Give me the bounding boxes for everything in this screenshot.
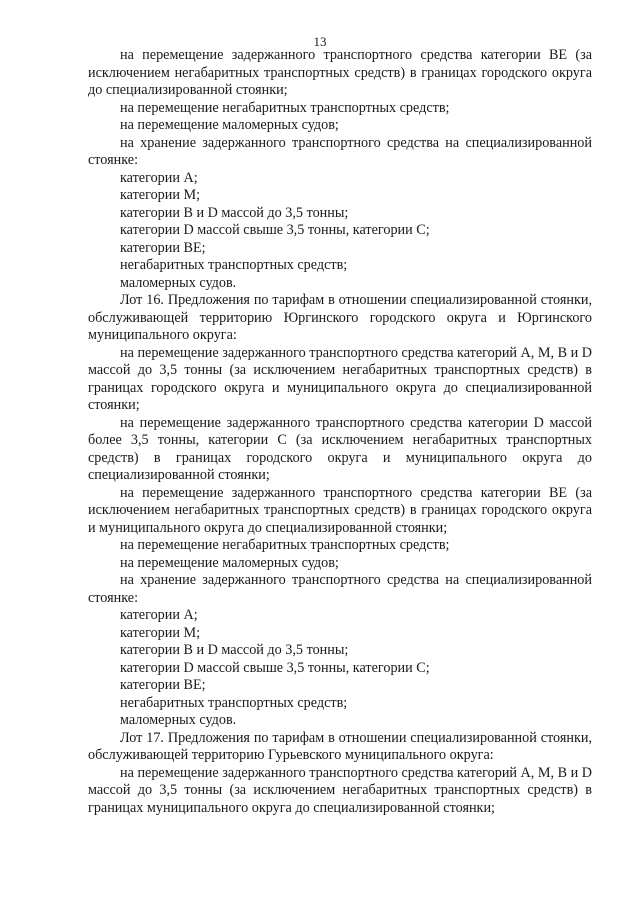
list-item: категории А; [120, 169, 198, 186]
list-item: негабаритных транспортных средств; [120, 694, 348, 711]
list-item: негабаритных транспортных средств; [120, 257, 348, 273]
list-item: категории BE; [120, 239, 206, 256]
paragraph: на перемещение маломерных судов; [120, 554, 339, 571]
list-item: категории D массой свыше 3,5 тонны, категории С; [120, 222, 430, 238]
page-number: 13 [313, 34, 327, 49]
list-item: категории М; [120, 624, 201, 641]
paragraph: на перемещение задержанного транспортного средства категории D массой более 3,5 тонны, категории С (за исключением негабаритных транспортных средств) в границах городского округа и муниципального округа до специализированной стоянки; [88, 414, 592, 483]
lot-heading: Лот 17. Предложения по тарифам в отношении специализированной стоянки, обслуживающей территорию Гурьевского муниципального округа: [88, 729, 592, 763]
list-item: маломерных судов. [120, 712, 237, 728]
paragraph: на перемещение негабаритных транспортных средств; [120, 537, 450, 553]
paragraph: на перемещение маломерных судов; [120, 117, 339, 133]
paragraph: на перемещение негабаритных транспортных средств; [120, 99, 450, 116]
list-item: маломерных судов. [120, 274, 237, 291]
document-body [88, 47, 592, 817]
list-item: категории М; [120, 187, 201, 203]
paragraph: на перемещение задержанного транспортного средства категории BE (за исключением негабаритных транспортных средств) в границах городского округа и муниципального округа до специализированной стоянки; [88, 484, 592, 536]
list-item: категории В и D массой до 3,5 тонны; [120, 204, 349, 221]
list-item: категории BE; [120, 677, 206, 693]
paragraph: на хранение задержанного транспортного средства на специализированной стоянке: [88, 572, 592, 606]
paragraph: на перемещение задержанного транспортного средства категорий А, М, В и D массой до 3,5 тонны (за исключением негабаритных транспортных средств) в границах городского округа и муниципального округа до специализированной стоянки; [88, 344, 592, 413]
paragraph: на хранение задержанного транспортного средства на специализированной стоянке: [88, 134, 592, 168]
list-item: категории А; [120, 607, 198, 623]
paragraph: на перемещение задержанного транспортного средства категорий А, М, В и D массой до 3,5 тонны (за исключением негабаритных транспортных средств) в границах муниципального округа до специализированной стоянки; [88, 764, 592, 816]
lot-heading: Лот 16. Предложения по тарифам в отношении специализированной стоянки, обслуживающей территорию Юргинского городского округа и Юргинского муниципального округа: [88, 292, 592, 343]
list-item: категории В и D массой до 3,5 тонны; [120, 642, 349, 658]
list-item: категории D массой свыше 3,5 тонны, категории С; [120, 659, 430, 676]
paragraph: на перемещение задержанного транспортного средства категории BE (за исключением негабаритных транспортных средств) в границах городского округа до специализированной стоянки; [88, 47, 592, 98]
